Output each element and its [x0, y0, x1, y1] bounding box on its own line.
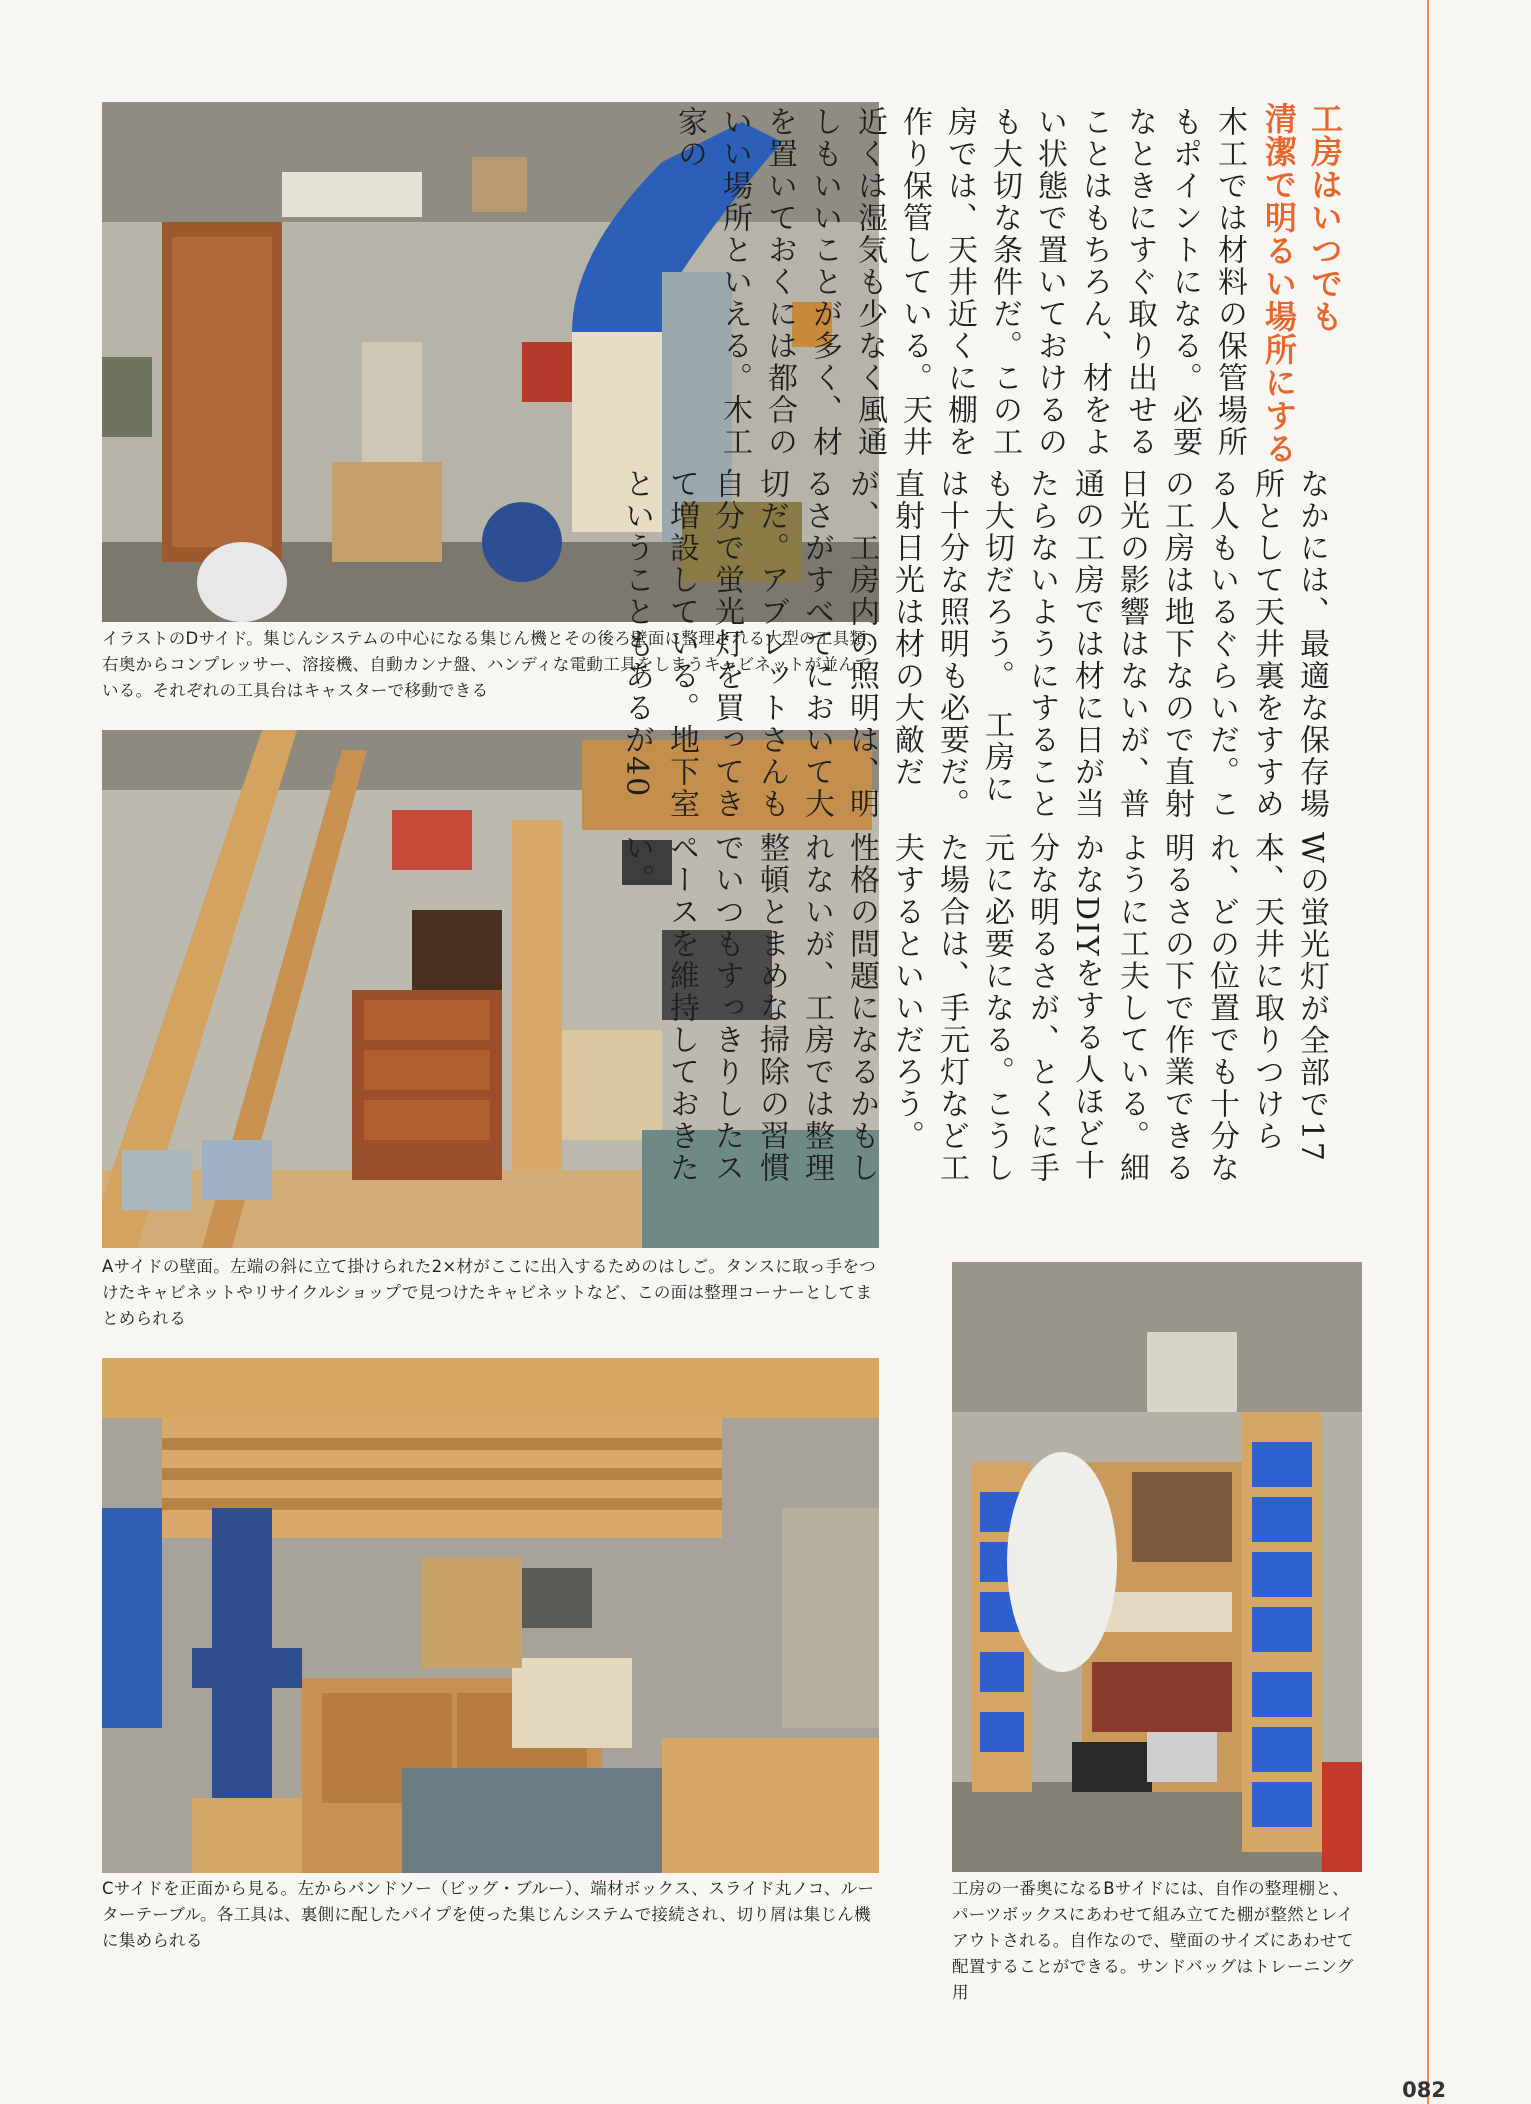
- heading-line-1: 工房はいつでも: [1306, 102, 1344, 333]
- article-heading: [1256, 102, 1348, 522]
- caption-c-side: Cサイドを正面から見る。左からバンドソー（ビッグ・ブルー）、端材ボックス、スライド丸ノコ、ルーターテーブル。各工具は、裏側に配したパイプを使った集じんシステムで接続され、切り屑は集じん機に集められる: [102, 1879, 875, 1950]
- article-column-2: なかには、最適な保存場所として天井裏をすすめる人もいるぐらいだ。この工房は地下なので直射日光の影響はないが、普通の工房では材に日が当たらないようにすることも大切だろう。 工房には十分な照明も必要だ。直射日光は材の大敵だが、工房内の照明は、明るさがすべてにおいて大切だ。アブレットさんも自分で蛍光灯を買ってきて増設している。地下室ということもあるが40: [619, 468, 1329, 820]
- photo-b-side: [952, 1262, 1362, 1872]
- caption-b-side: 工房の一番奥になるBサイドには、自作の整理棚と、パーツボックスにあわせて組み立てた棚が整然とレイアウトされる。自作なので、壁面のサイズにあわせて配置することができる。サンドバッグはトレーニング用: [952, 1879, 1354, 2002]
- caption-a-side: Aサイドの壁面。左端の斜に立て掛けられた2×材がここに出入するためのはしご。タンスに取っ手をつけたキャビネットやリサイクルショップで見つけたキャビネットなど、この面は整理コーナーとしてまとめられる: [102, 1257, 877, 1328]
- heading-line-2: 清潔で明るい場所にする: [1260, 102, 1298, 465]
- article-column-1: 木工では材料の保管場所もポイントになる。必要なときにすぐ取り出せることはもちろん、材をよい状態で置いておけるのも大切な条件だ。この工房では、天井近くに棚を作り保管している。天井近くは湿気も少なく風通しもいいことが多く、材を置いておくには都合のいい場所といえる。木工家の: [672, 106, 1247, 458]
- photo-c-side: [102, 1358, 879, 1873]
- article-column-3: Wの蛍光灯が全部で17本、天井に取りつけられ、どの位置でも十分な明るさの下で作業できるように工夫している。細かなDIYをする人ほど十分な明るさが、とくに手元に必要になる。こうした場合は、手元灯など工夫するといいだろう。 性格の問題になるかもしれないが、工房では整理整頓とまめな掃除の習慣でいつもすっきりしたスペースを維持しておきたい。: [619, 832, 1329, 1184]
- caption-d-side: イラストのDサイド。集じんシステムの中心になる集じん機とその後ろ壁面に整理される大型の工具類、右奥からコンプレッサー、溶接機、自動カンナ盤、ハンディな電動工具をしまうキャビネットが並んでいる。それぞれの工具台はキャスターで移動できる: [102, 629, 884, 700]
- page-number: 082: [1402, 2078, 1446, 2102]
- page-edge-line: [1427, 0, 1429, 2104]
